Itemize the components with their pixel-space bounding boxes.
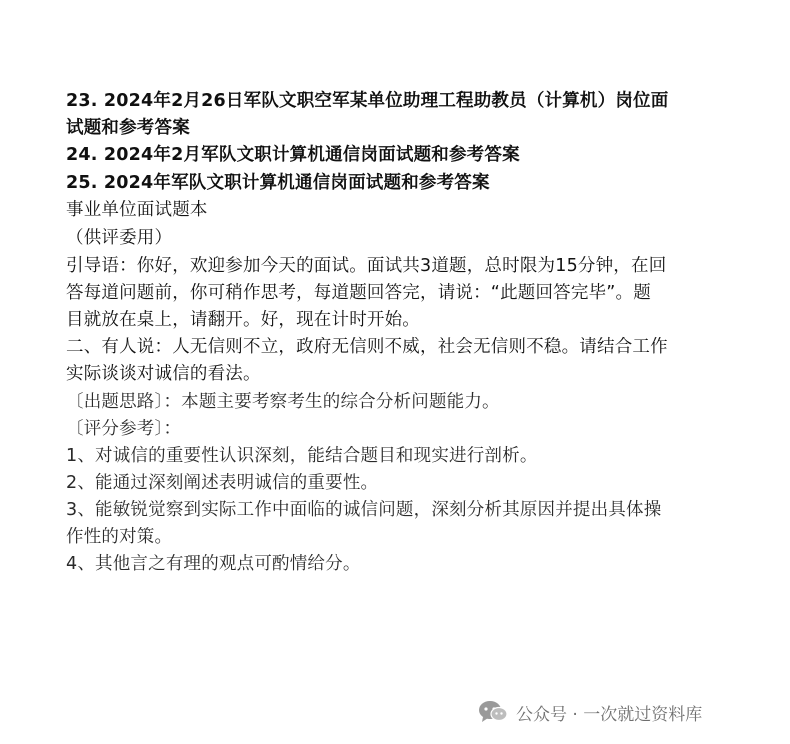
doc-line-question-2: 实际谈谈对诚信的看法。 [66,364,261,384]
wechat-official-account-icon [478,699,508,725]
doc-line-intro-2: 答每道问题前，你可稍作思考，每道题回答完，请说：“此题回答完毕”。题 [66,283,651,303]
doc-line-for-judges: （供评委用） [66,228,173,248]
doc-line-scoring-3-cont: 作性的对策。 [66,527,173,547]
doc-line-intro-1: 引导语：你好，欢迎参加今天的面试。面试共3道题，总时限为15分钟，在回 [66,256,667,276]
doc-line-thinking: 〔出题思路〕：本题主要考察考生的综合分析问题能力。 [66,392,500,412]
doc-line-item-23-cont: 试题和参考答案 [66,118,190,138]
doc-line-scoring-4: 4、其他言之有理的观点可酌情给分。 [66,554,361,574]
doc-line-question-1: 二、有人说：人无信则不立，政府无信则不威，社会无信则不稳。请结合工作 [66,337,668,357]
doc-line-item-24: 24. 2024年2月军队文职计算机通信岗面试题和参考答案 [66,145,520,165]
watermark [478,697,702,727]
doc-line-scoring-2: 2、能通过深刻阐述表明诚信的重要性。 [66,473,379,493]
doc-line-item-25: 25. 2024年军队文职计算机通信岗面试题和参考答案 [66,173,490,193]
doc-line-item-23: 23. 2024年2月26日军队文职空军某单位助理工程助教员（计算机）岗位面 [66,91,669,111]
doc-line-scoring-3: 3、能敏锐觉察到实际工作中面临的诚信问题，深刻分析其原因并提出具体操 [66,500,662,520]
doc-line-intro-3: 目就放在桌上，请翻开。好，现在计时开始。 [66,310,420,330]
watermark-text: 公众号 · 一次就过资料库 [516,704,703,725]
doc-line-exam-title: 事业单位面试题本 [66,200,208,220]
doc-line-scoring-1: 1、对诚信的重要性认识深刻，能结合题目和现实进行剖析。 [66,446,538,466]
doc-line-scoring-header: 〔评分参考〕： [66,419,182,439]
